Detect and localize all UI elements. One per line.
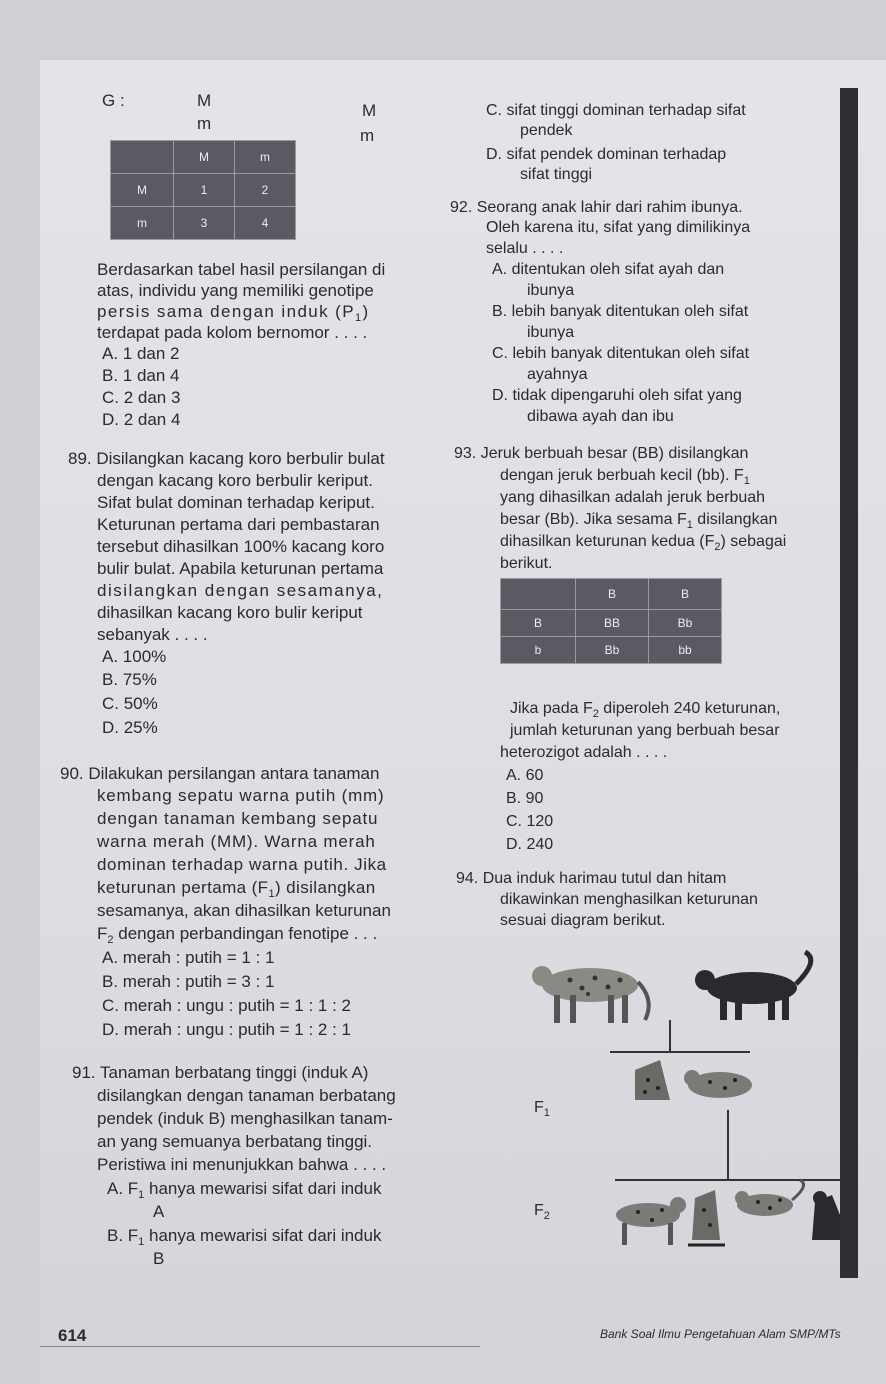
q93-line-3: yang dihasilkan adalah jeruk berbuah xyxy=(500,489,766,506)
q93-after-1: Jika pada $F_2$ diperoleh 240 keturunan, xyxy=(510,700,781,720)
q92-option-b-cont: ibunya xyxy=(527,324,575,341)
f2-label: $F_2$ xyxy=(534,1202,550,1222)
q93-line-1: 93. Jeruk berbuah besar (BB) disilangkan xyxy=(454,445,749,462)
q94-line-1: 94. Dua induk harimau tutul dan hitam xyxy=(456,870,727,887)
leopard-parent-icon xyxy=(532,966,649,1023)
punnett-header-1: B xyxy=(576,579,649,610)
q89-line-1: 89. Disilangkan kacang koro berbulir bulat xyxy=(68,449,385,468)
punnett-cell-bb: bb xyxy=(649,637,722,664)
q91-option-c-cont: pendek xyxy=(520,122,573,139)
table-cell-4: 4 xyxy=(235,207,296,240)
punnett-cell-BB: BB xyxy=(576,610,649,637)
q94-line-2: dikawinkan menghasilkan keturunan xyxy=(500,891,758,908)
q93-option-b: B. 90 xyxy=(506,790,544,807)
q89-line-9: sebanyak . . . . xyxy=(97,625,208,644)
q93-line-4: besar (Bb). Jika sesama $F_1$ disilangkan xyxy=(500,511,778,531)
q92-option-c: C. lebih banyak ditentukan oleh sifat xyxy=(492,345,750,362)
q91-option-d: D. sifat pendek dominan terhadap xyxy=(486,146,727,163)
q90-line-8: $F_2$ dengan perbandingan fenotipe . . . xyxy=(97,924,378,946)
q91-option-b: B. $F_1$ hanya mewarisi sifat dari induk xyxy=(107,1226,382,1248)
q90-option-a: A. merah : putih = 1 : 1 xyxy=(102,948,275,967)
q90-line-4: warna merah (MM). Warna merah xyxy=(97,832,376,851)
q90-line-7: sesamanya, akan dihasilkan keturunan xyxy=(97,901,391,920)
q88-option-a: A. 1 dan 2 xyxy=(102,344,180,363)
q89-line-4: Keturunan pertama dari pembastaran xyxy=(97,515,380,534)
punnett-corner xyxy=(501,579,576,610)
table-cell-1: 1 xyxy=(174,174,235,207)
q90-option-c: C. merah : ungu : putih = 1 : 1 : 2 xyxy=(102,996,352,1015)
q92-option-d: D. tidak dipengaruhi oleh sifat yang xyxy=(492,387,742,404)
q92-option-d-cont: dibawa ayah dan ibu xyxy=(527,408,674,425)
table-header-M: M xyxy=(174,141,235,174)
f2-spotted-3-icon xyxy=(735,1180,804,1216)
q89-option-c: C. 50% xyxy=(102,694,158,713)
footer-book-title: Bank Soal Ilmu Pengetahuan Alam SMP/MTs xyxy=(600,1327,841,1341)
q89-line-7: disilangkan dengan sesamanya, xyxy=(97,581,384,600)
page xyxy=(40,60,886,1384)
q90-option-d: D. merah : ungu : putih = 1 : 2 : 1 xyxy=(102,1020,352,1039)
punnett-row-head-1: B xyxy=(501,610,576,637)
q92-option-c-cont: ayahnya xyxy=(527,366,588,383)
panther-parent-icon xyxy=(695,952,811,1020)
punnett-cell-Bb-1: Bb xyxy=(649,610,722,637)
q92-line-1: 92. Seorang anak lahir dari rahim ibunya. xyxy=(450,199,743,216)
q92-line-3: selalu . . . . xyxy=(486,240,564,257)
punnett-cell-Bb-2: Bb xyxy=(576,637,649,664)
g-allele-m: m xyxy=(197,114,212,133)
f1-cub-1-icon xyxy=(635,1060,670,1100)
pedigree-diagram xyxy=(520,940,860,1280)
punnett-header-2: B xyxy=(649,579,722,610)
cross-table-mm xyxy=(110,140,296,240)
q93-line-5: dihasilkan keturunan kedua $(F_2)$ sebagai xyxy=(500,533,787,553)
q88-line-3: persis sama dengan induk $(P_1)$ xyxy=(97,302,370,324)
f1-cub-2-icon xyxy=(684,1070,752,1098)
q88-option-d: D. 2 dan 4 xyxy=(102,410,181,429)
q91-line-5: Peristiwa ini menunjukkan bahwa . . . . xyxy=(97,1155,387,1174)
q92-line-2: Oleh karena itu, sifat yang dimilikinya xyxy=(486,219,751,236)
f2-spotted-2-icon xyxy=(688,1190,725,1245)
q93-option-d: D. 240 xyxy=(506,836,554,853)
q91-line-3: pendek (induk B) menghasilkan tanam- xyxy=(97,1109,393,1128)
q91-line-2: disilangkan dengan tanaman berbatang xyxy=(97,1086,396,1105)
footer-rule xyxy=(40,1346,480,1347)
q89-line-6: bulir bulat. Apabila keturunan pertama xyxy=(97,559,384,578)
q92-option-a: A. ditentukan oleh sifat ayah dan xyxy=(492,261,725,278)
q90-line-2: kembang sepatu warna putih (mm) xyxy=(97,786,385,805)
q91-option-a-cont: A xyxy=(153,1202,165,1221)
q89-option-a: A. 100% xyxy=(102,647,167,666)
q88-option-b: B. 1 dan 4 xyxy=(102,366,180,385)
page-number: 614 xyxy=(58,1326,87,1345)
g-label: G : xyxy=(102,91,125,110)
q89-line-8: dihasilkan kacang koro bulir keriput xyxy=(97,603,363,622)
q89-line-5: tersebut dihasilkan 100% kacang koro xyxy=(97,537,385,556)
q88-line-2: atas, individu yang memiliki genotipe xyxy=(97,281,374,300)
q93-option-a: A. 60 xyxy=(506,767,544,784)
table-row-head-m: m xyxy=(111,207,174,240)
q90-line-6: keturunan pertama $(F_1)$ disilangkan xyxy=(97,878,376,900)
q88-line-1: Berdasarkan tabel hasil persilangan di xyxy=(97,260,386,279)
f2-spotted-1-icon xyxy=(616,1197,686,1245)
q89-option-b: B. 75% xyxy=(102,670,157,689)
q89-line-2: dengan kacang koro berbulir keriput. xyxy=(97,471,373,490)
q90-option-b: B. merah : putih = 3 : 1 xyxy=(102,972,275,991)
punnett-square xyxy=(500,578,722,664)
q89-line-3: Sifat bulat dominan terhadap keriput. xyxy=(97,493,375,512)
f1-label: $F_1$ xyxy=(534,1099,550,1119)
q91-option-c: C. sifat tinggi dominan terhadap sifat xyxy=(486,102,746,119)
q93-line-6: berikut. xyxy=(500,555,553,572)
q91-option-b-cont: B xyxy=(153,1249,165,1268)
table-cell-3: 3 xyxy=(174,207,235,240)
q90-line-1: 90. Dilakukan persilangan antara tanaman xyxy=(60,764,380,783)
q91-line-4: an yang semuanya berbatang tinggi. xyxy=(97,1132,373,1151)
table-corner xyxy=(111,141,174,174)
g-allele-M-2: M xyxy=(362,101,377,120)
punnett-row-head-2: b xyxy=(501,637,576,664)
q88-option-c: C. 2 dan 3 xyxy=(102,388,181,407)
q91-option-a: A. $F_1$ hanya mewarisi sifat dari induk xyxy=(107,1179,382,1201)
g-allele-m-2: m xyxy=(360,126,375,145)
q88-line-4: terdapat pada kolom bernomor . . . . xyxy=(97,323,368,342)
table-header-m: m xyxy=(235,141,296,174)
q94-line-3: sesuai diagram berikut. xyxy=(500,912,666,929)
q93-line-2: dengan jeruk berbuah kecil (bb). $F_1$ xyxy=(500,467,750,487)
q91-option-d-cont: sifat tinggi xyxy=(520,166,593,183)
q93-after-3: heterozigot adalah . . . . xyxy=(500,744,668,761)
q93-after-2: jumlah keturunan yang berbuah besar xyxy=(510,722,780,739)
right-margin-bar xyxy=(840,88,858,1278)
q92-option-a-cont: ibunya xyxy=(527,282,575,299)
q93-option-c: C. 120 xyxy=(506,813,554,830)
q92-option-b: B. lebih banyak ditentukan oleh sifat xyxy=(492,303,749,320)
q90-line-5: dominan terhadap warna putih. Jika xyxy=(97,855,387,874)
q89-option-d: D. 25% xyxy=(102,718,158,737)
q90-line-3: dengan tanaman kembang sepatu xyxy=(97,809,379,828)
table-cell-2: 2 xyxy=(235,174,296,207)
table-row-head-M: M xyxy=(111,174,174,207)
q91-line-1: 91. Tanaman berbatang tinggi (induk A) xyxy=(72,1063,369,1082)
g-allele-M: M xyxy=(197,91,212,110)
